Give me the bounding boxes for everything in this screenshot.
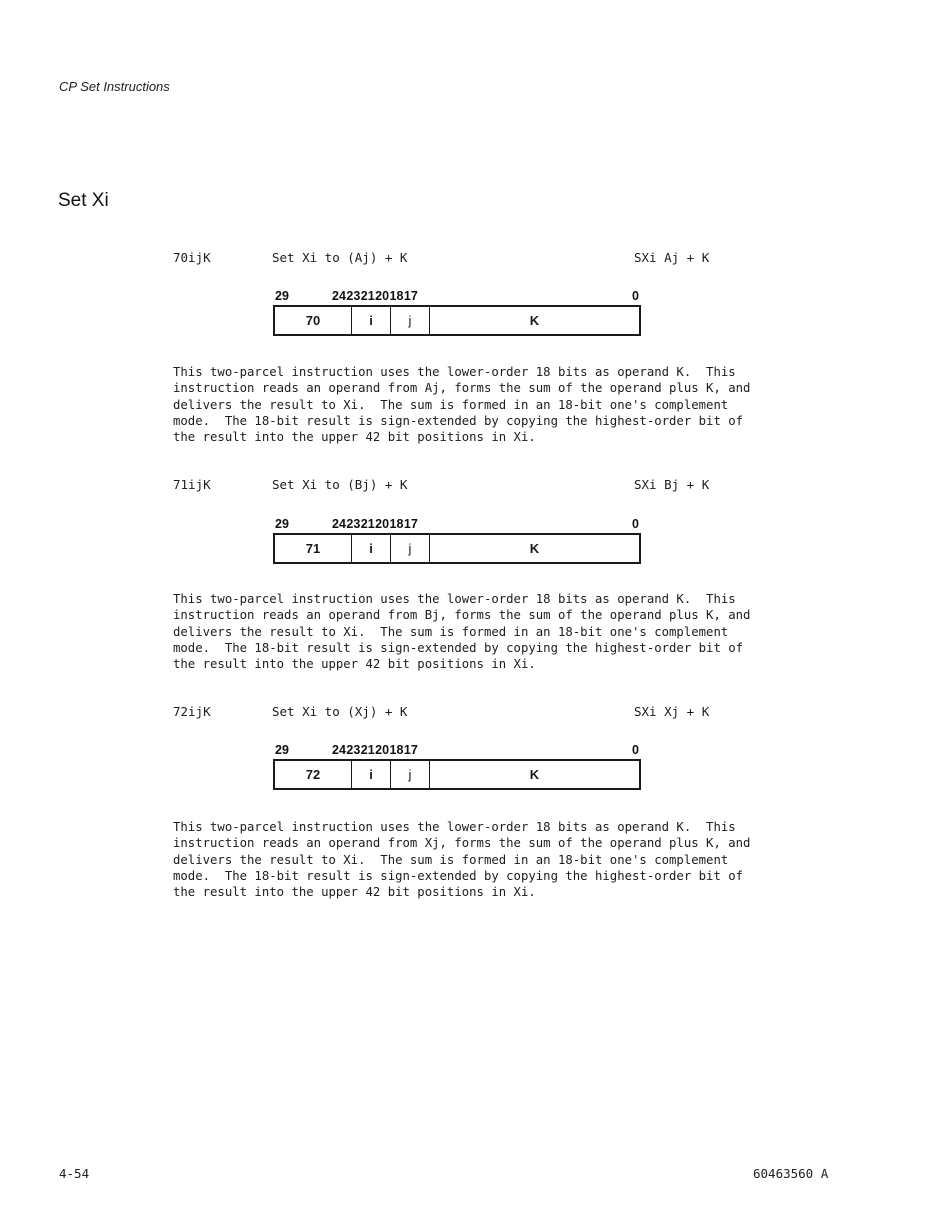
opcode: 71ijK	[173, 477, 211, 492]
field-j: j	[391, 307, 430, 334]
bit-label-29: 29	[275, 289, 289, 303]
bit-position-labels	[274, 517, 644, 533]
field-j: j	[391, 761, 430, 788]
bit-position-labels	[274, 289, 644, 305]
field-i: i	[352, 535, 391, 562]
bit-label-24-17: 24 23 21 20 18 17	[332, 289, 418, 303]
field-i: i	[352, 761, 391, 788]
section-title: Set Xi	[58, 190, 109, 211]
instruction-body: This two-parcel instruction uses the lower-order 18 bits as operand K. This instruction reads an operand from Aj, forms the sum of the operand plus K, and delivers the result to Xi. The sum is formed in an 18-bit one's complement mode. The 18-bit result is sign-extended by copying the highest-order bit of the result into the upper 42 bit positions in Xi.	[173, 365, 751, 445]
bit-label-24-17: 24 23 21 20 18 17	[332, 743, 418, 757]
instruction-syntax: SXi Aj + K	[634, 250, 710, 265]
bit-label-0: 0	[632, 743, 639, 757]
bit-label-0: 0	[632, 289, 639, 303]
opcode: 72ijK	[173, 704, 211, 719]
bit-label-0: 0	[632, 517, 639, 531]
instruction-description: Set Xi to (Bj) + K	[272, 477, 408, 492]
running-head: CP Set Instructions	[59, 79, 170, 94]
instruction-body: This two-parcel instruction uses the lower-order 18 bits as operand K. This instruction reads an operand from Xj, forms the sum of the operand plus K, and delivers the result to Xi. The sum is formed in an 18-bit one's complement mode. The 18-bit result is sign-extended by copying the highest-order bit of the result into the upper 42 bit positions in Xi.	[173, 820, 751, 900]
field-opcode: 70	[275, 307, 352, 334]
bit-label-24-17: 24 23 21 20 18 17	[332, 517, 418, 531]
opcode: 70ijK	[173, 250, 211, 265]
instruction-syntax: SXi Bj + K	[634, 477, 710, 492]
page-number: 4-54	[59, 1166, 90, 1181]
instruction-body: This two-parcel instruction uses the lower-order 18 bits as operand K. This instruction reads an operand from Bj, forms the sum of the operand plus K, and delivers the result to Xi. The sum is formed in an 18-bit one's complement mode. The 18-bit result is sign-extended by copying the highest-order bit of the result into the upper 42 bit positions in Xi.	[173, 592, 751, 672]
instruction-syntax: SXi Xj + K	[634, 704, 710, 719]
instruction-description: Set Xi to (Xj) + K	[272, 704, 408, 719]
instruction-format-box	[273, 533, 641, 564]
field-k: K	[529, 313, 540, 328]
document-number: 60463560 A	[753, 1166, 829, 1181]
field-k: K	[529, 541, 540, 556]
instruction-description: Set Xi to (Aj) + K	[272, 250, 408, 265]
field-i: i	[352, 307, 391, 334]
instruction-format-box	[273, 305, 641, 336]
instruction-format-box	[273, 759, 641, 790]
bit-position-labels	[274, 743, 644, 759]
field-k: K	[529, 767, 540, 782]
bit-label-29: 29	[275, 743, 289, 757]
bit-label-29: 29	[275, 517, 289, 531]
field-opcode: 72	[275, 761, 352, 788]
field-j: j	[391, 535, 430, 562]
field-opcode: 71	[275, 535, 352, 562]
